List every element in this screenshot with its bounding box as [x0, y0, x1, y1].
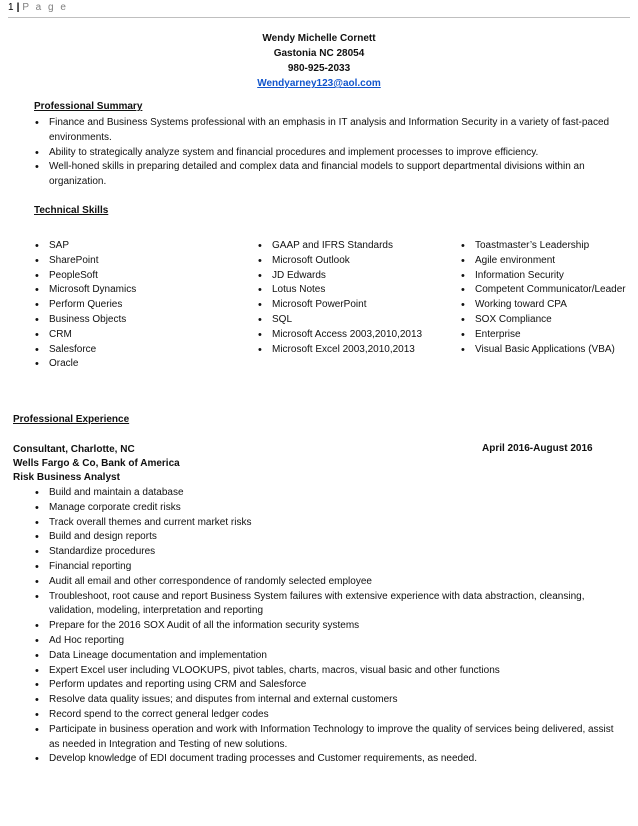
- duty-item: • Develop knowledge of EDI document trading processes and Customer requirements, as needed.: [34, 752, 624, 767]
- skill-item: • Microsoft PowerPoint: [257, 298, 447, 313]
- skill-item: • Information Security: [460, 269, 630, 284]
- duty-item: • Expert Excel user including VLOOKUPS, pivot tables, charts, macros, visual basic and other functions: [34, 664, 624, 679]
- skill-item: • SOX Compliance: [460, 313, 630, 328]
- summary-item: • Ability to strategically analyze system and financial procedures and implement processes to improve efficiency.: [34, 146, 624, 161]
- duty-item: • Track overall themes and current market risks: [34, 516, 624, 531]
- duty-item: • Resolve data quality issues; and disputes from internal and external customers: [34, 693, 624, 708]
- header-divider: [8, 17, 630, 18]
- duty-item: • Financial reporting: [34, 560, 624, 575]
- summary-title: Professional Summary: [34, 101, 143, 112]
- skill-item: • GAAP and IFRS Standards: [257, 239, 447, 254]
- skill-item: • Oracle: [34, 357, 244, 372]
- duty-item: • Data Lineage documentation and implementation: [34, 649, 624, 664]
- duty-item: • Perform updates and reporting using CRM and Salesforce: [34, 678, 624, 693]
- summary-item: • Finance and Business Systems professional with an emphasis in IT analysis and Information Security in a variety of fast-paced environments.: [34, 116, 624, 146]
- skill-item: • Enterprise: [460, 328, 630, 343]
- experience-role: Risk Business Analyst: [13, 472, 120, 483]
- skill-item: • Agile environment: [460, 254, 630, 269]
- skill-item: • Working toward CPA: [460, 298, 630, 313]
- page-number: 1: [8, 2, 14, 13]
- duty-item: • Manage corporate credit risks: [34, 501, 624, 516]
- skill-item: • CRM: [34, 328, 244, 343]
- skill-item: • SharePoint: [34, 254, 244, 269]
- skill-item: • Salesforce: [34, 343, 244, 358]
- skill-item: • Lotus Notes: [257, 283, 447, 298]
- skill-item: • Visual Basic Applications (VBA): [460, 343, 630, 358]
- experience-title: Professional Experience: [13, 414, 130, 425]
- skill-item: • Microsoft Dynamics: [34, 283, 244, 298]
- duty-item: • Troubleshoot, root cause and report Business System failures with extensive experience with data abstraction, cleansing, validation, modeling, interpretation and reporting: [34, 590, 624, 620]
- skill-item: • Microsoft Access 2003,2010,2013: [257, 328, 447, 343]
- skills-column-2: [257, 239, 447, 357]
- skills-column-3: [460, 239, 630, 357]
- summary-list: [34, 116, 624, 190]
- duty-item: • Participate in business operation and work with Information Technology to improve the quality of services being delivered, assist as needed in Integration and Testing of new solutions.: [34, 723, 624, 753]
- duty-item: • Build and maintain a database: [34, 486, 624, 501]
- skill-item: • Competent Communicator/Leader: [460, 283, 630, 298]
- experience-position: Consultant, Charlotte, NC: [13, 444, 135, 455]
- page-word: P a g e: [22, 2, 68, 13]
- skill-item: • Microsoft Outlook: [257, 254, 447, 269]
- duty-item: • Record spend to the correct general ledger codes: [34, 708, 624, 723]
- skills-column-1: [34, 239, 244, 372]
- duties-list: [34, 486, 624, 767]
- experience-dates: April 2016-August 2016: [482, 443, 593, 454]
- skill-item: • Perform Queries: [34, 298, 244, 313]
- summary-item: • Well-honed skills in preparing detailed and complex data and financial models to support departmental divisions within an organization.: [34, 160, 624, 190]
- skill-item: • PeopleSoft: [34, 269, 244, 284]
- page-number-header: [8, 2, 68, 13]
- contact-phone: 980-925-2033: [287, 63, 351, 74]
- duty-item: • Ad Hoc reporting: [34, 634, 624, 649]
- experience-company: Wells Fargo & Co, Bank of America: [13, 458, 180, 469]
- contact-block: [0, 31, 638, 91]
- contact-name: Wendy Michelle Cornett: [262, 33, 376, 44]
- skill-item: • SQL: [257, 313, 447, 328]
- duty-item: • Build and design reports: [34, 530, 624, 545]
- duty-item: • Audit all email and other correspondence of randomly selected employee: [34, 575, 624, 590]
- skill-item: • Toastmaster’s Leadership: [460, 239, 630, 254]
- contact-email-link[interactable]: Wendyarney123@aol.com: [257, 78, 381, 89]
- skill-item: • Microsoft Excel 2003,2010,2013: [257, 343, 447, 358]
- skill-item: • Business Objects: [34, 313, 244, 328]
- contact-city: Gastonia NC 28054: [273, 48, 365, 59]
- duty-item: • Prepare for the 2016 SOX Audit of all the information security systems: [34, 619, 624, 634]
- duty-item: • Standardize procedures: [34, 545, 624, 560]
- page-separator: |: [16, 2, 20, 13]
- skills-title: Technical Skills: [34, 205, 109, 216]
- skill-item: • SAP: [34, 239, 244, 254]
- skill-item: • JD Edwards: [257, 269, 447, 284]
